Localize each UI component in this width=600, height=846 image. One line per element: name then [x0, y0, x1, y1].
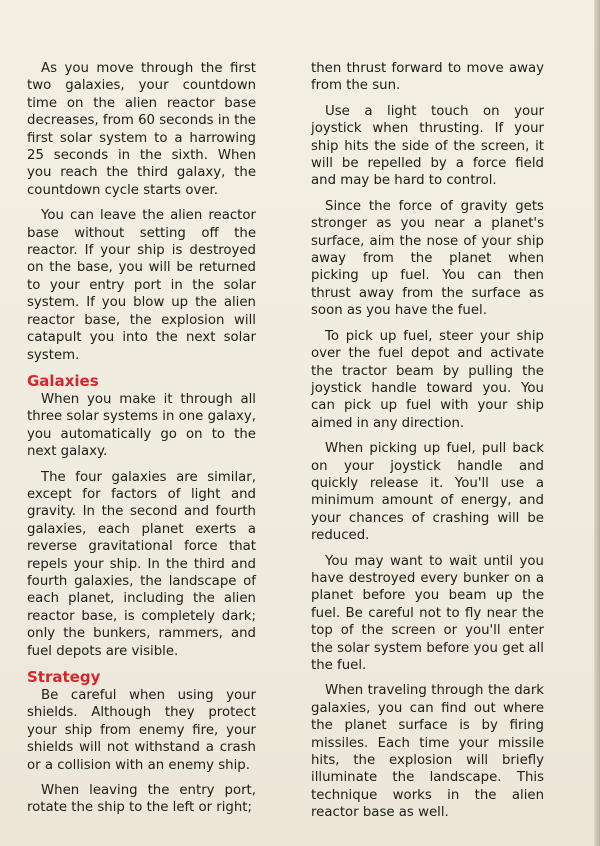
paragraph-pull-back: When picking up fuel, pull back on your joystick handle and quickly release it. You'll use a minimum amount of energy, and your chances of crashing will be reduced.	[311, 441, 544, 544]
paragraph-dark-galaxies: When traveling through the dark galaxies, you can find out where the planet surface is by firing missiles. Each time your missile hits, the explosion will briefly illuminate the landscape. This technique works in the alien reactor base as well.	[311, 683, 544, 821]
paragraph-leave-reactor: You can leave the alien reactor base without setting off the reactor. If your ship is destroyed on the base, you will be returned to your entry port in the solar system. If you blow up the alien reactor base, the explosion will catapult you into the next solar system.	[27, 208, 256, 363]
paragraph-pick-up-fuel: To pick up fuel, steer your ship over the fuel depot and activate the tractor beam by pulling the joystick handle toward you. You can pick up fuel with your ship aimed in any direction.	[311, 328, 544, 431]
paragraph-next-galaxy: When you make it through all three solar systems in one galaxy, you automatically go on to the next galaxy.	[27, 391, 256, 460]
heading-galaxies: Galaxies	[27, 371, 99, 390]
paragraph-thrust-forward: then thrust forward to move away from the sun.	[311, 61, 544, 94]
page-edge-shadow	[594, 0, 600, 846]
right-column	[311, 60, 544, 830]
paragraph-four-galaxies: The four galaxies are similar, except for factors of light and gravity. In the second and fourth galaxies, each planet exerts a reverse gravitational force that repels your ship. In the third and fourth galaxies, the landscape of each planet, including the alien reactor base, is completely dark; only the bunkers, rammers, and fuel depots are visible.	[27, 469, 256, 659]
paragraph-gravity: Since the force of gravity gets stronger as you near a planet's surface, aim the nose of your ship away from the planet when picking up fuel. You can then thrust away from the surface as soon as you have the fuel.	[311, 198, 544, 319]
paragraph-countdown: As you move through the first two galaxies, your countdown time on the alien reactor base decreases, from 60 seconds in the first solar system to a harrowing 25 seconds in the sixth. When you reach the third galaxy, the countdown cycle starts over.	[27, 61, 256, 198]
paragraph-light-touch: Use a light touch on your joystick when thrusting. If your ship hits the side of the screen, it will be repelled by a force field and may be hard to control.	[311, 103, 544, 189]
paragraph-wait-bunkers: You may want to wait until you have destroyed every bunker on a planet before you beam up the fuel. Be careful not to fly near the top of the screen or you'll enter the solar system before you get all the fuel.	[311, 553, 544, 673]
heading-strategy: Strategy	[27, 668, 101, 686]
paragraph-shields: Be careful when using your shields. Although they protect your ship from enemy fire, your shields will not withstand a crash or a collision with an enemy ship.	[27, 688, 256, 773]
paragraph-entry-port: When leaving the entry port, rotate the ship to the left or right;	[27, 783, 256, 816]
left-column	[27, 60, 256, 825]
